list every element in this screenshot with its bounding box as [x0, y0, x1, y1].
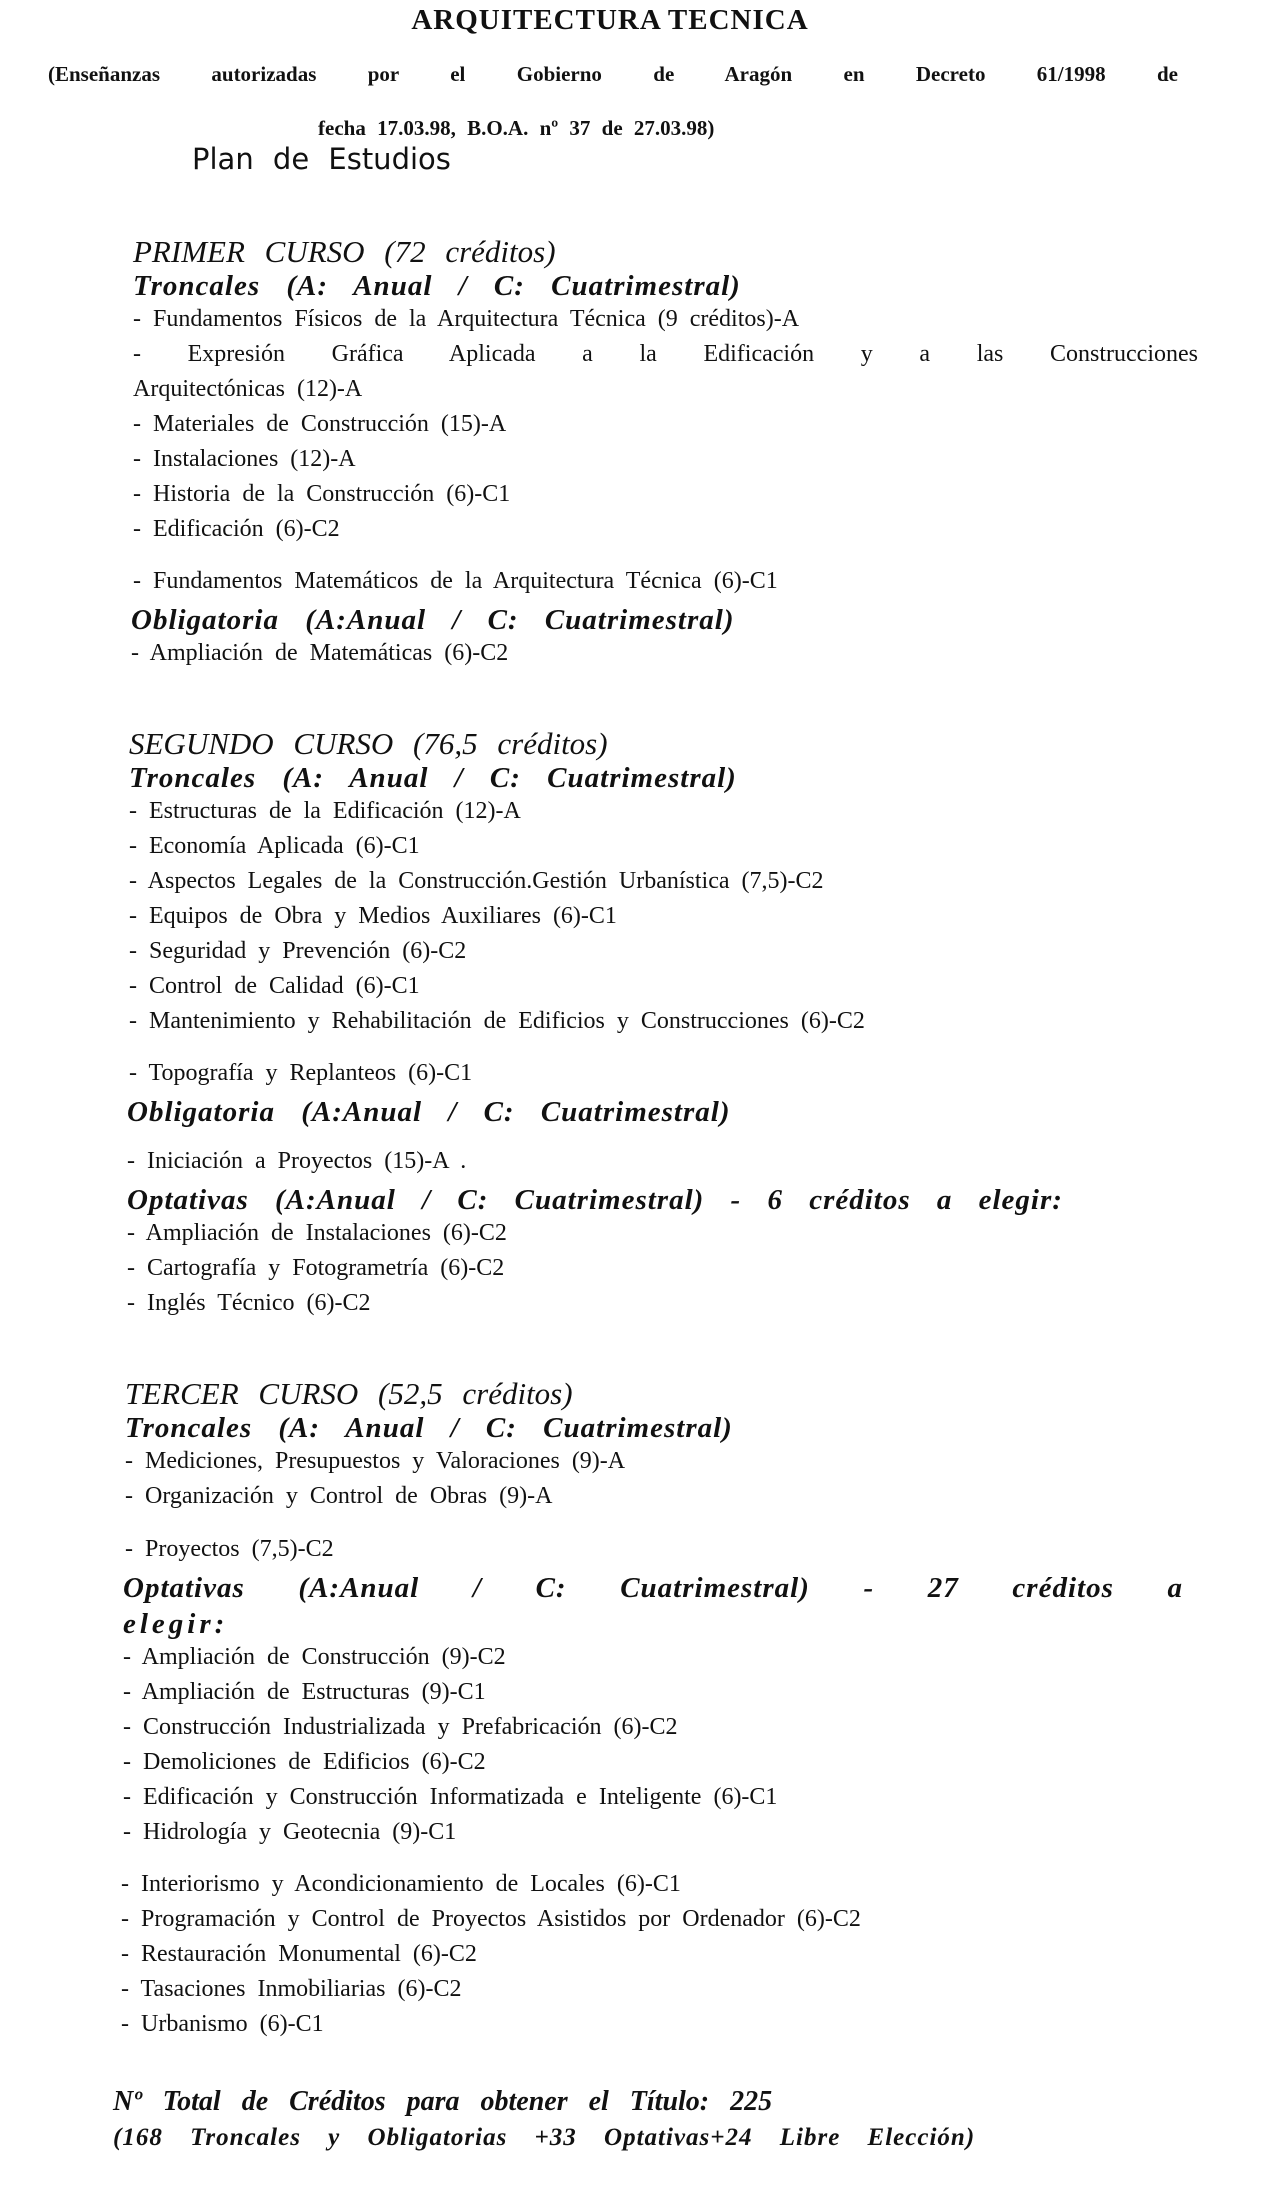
decree-note-line1: (Enseñanzas autorizadas por el Gobierno de Aragón en Decreto 61/1998 de [48, 62, 1178, 86]
course-item: - Edificación (6)-C2 [133, 516, 340, 542]
document-title: ARQUITECTURA TECNICA [411, 4, 809, 36]
total-credits-breakdown: (168 Troncales y Obligatorias +33 Optativas+24 Libre Elección) [113, 2124, 976, 2151]
course-item: - Aspectos Legales de la Construcción.Gestión Urbanística (7,5)-C2 [129, 868, 824, 894]
primer-troncales-heading: Troncales (A: Anual / C: Cuatrimestral) [133, 270, 741, 302]
course-item: - Edificación y Construcción Informatizada e Inteligente (6)-C1 [123, 1784, 778, 1810]
course-item: - Fundamentos Físicos de la Arquitectura Técnica (9 créditos)-A [133, 306, 800, 332]
course-item: - Iniciación a Proyectos (15)-A . [127, 1148, 467, 1174]
segundo-obligatoria-heading: Obligatoria (A:Anual / C: Cuatrimestral) [127, 1096, 731, 1128]
course-item: - Ampliación de Estructuras (9)-C1 [123, 1679, 486, 1705]
primer-curso-heading: PRIMER CURSO (72 créditos) [133, 234, 556, 269]
course-item: - Fundamentos Matemáticos de la Arquitectura Técnica (6)-C1 [133, 568, 778, 594]
course-item: - Cartografía y Fotogrametría (6)-C2 [127, 1255, 505, 1281]
course-item-continuation: Arquitectónicas (12)-A [133, 376, 363, 402]
course-item: - Instalaciones (12)-A [133, 446, 356, 472]
course-item: - Hidrología y Geotecnia (9)-C1 [123, 1819, 457, 1845]
tercer-troncales-heading: Troncales (A: Anual / C: Cuatrimestral) [125, 1412, 733, 1444]
course-item: - Inglés Técnico (6)-C2 [127, 1290, 371, 1316]
course-item: - Ampliación de Construcción (9)-C2 [123, 1644, 506, 1670]
primer-obligatoria-heading: Obligatoria (A:Anual / C: Cuatrimestral) [131, 604, 735, 636]
course-item: - Estructuras de la Edificación (12)-A [129, 798, 521, 824]
course-item: - Proyectos (7,5)-C2 [125, 1536, 334, 1562]
course-item: - Materiales de Construcción (15)-A [133, 411, 507, 437]
course-item: - Construcción Industrializada y Prefabricación (6)-C2 [123, 1714, 678, 1740]
course-item: - Economía Aplicada (6)-C1 [129, 833, 420, 859]
course-item: - Tasaciones Inmobiliarias (6)-C2 [121, 1976, 462, 2002]
course-item: - Demoliciones de Edificios (6)-C2 [123, 1749, 486, 1775]
total-credits-line: Nº Total de Créditos para obtener el Título: 225 [113, 2086, 773, 2117]
course-item: - Seguridad y Prevención (6)-C2 [129, 938, 467, 964]
plan-heading: Plan de Estudios [192, 142, 451, 176]
course-item: - Ampliación de Instalaciones (6)-C2 [127, 1220, 507, 1246]
course-item: - Interiorismo y Acondicionamiento de Locales (6)-C1 [121, 1871, 681, 1897]
course-item: - Programación y Control de Proyectos Asistidos por Ordenador (6)-C2 [121, 1906, 861, 1932]
course-item: - Urbanismo (6)-C1 [121, 2011, 324, 2037]
course-item: - Mantenimiento y Rehabilitación de Edificios y Construcciones (6)-C2 [129, 1008, 865, 1034]
course-item: - Control de Calidad (6)-C1 [129, 973, 420, 999]
tercer-curso-heading: TERCER CURSO (52,5 créditos) [125, 1376, 573, 1411]
course-item: - Equipos de Obra y Medios Auxiliares (6)-C1 [129, 903, 617, 929]
segundo-curso-heading: SEGUNDO CURSO (76,5 créditos) [129, 726, 608, 761]
course-item: - Mediciones, Presupuestos y Valoraciones (9)-A [125, 1448, 626, 1474]
course-item: - Expresión Gráfica Aplicada a la Edificación y a las Construcciones [133, 341, 1198, 367]
course-item: - Organización y Control de Obras (9)-A [125, 1483, 553, 1509]
tercer-optativas-heading: Optativas (A:Anual / C: Cuatrimestral) - 27 créditos a [123, 1572, 1183, 1604]
tercer-optativas-heading-continuation: elegir: [123, 1608, 229, 1640]
segundo-troncales-heading: Troncales (A: Anual / C: Cuatrimestral) [129, 762, 737, 794]
decree-note-line2: fecha 17.03.98, B.O.A. nº 37 de 27.03.98) [318, 116, 715, 140]
course-item: - Historia de la Construcción (6)-C1 [133, 481, 511, 507]
course-item: - Topografía y Replanteos (6)-C1 [129, 1060, 473, 1086]
course-item: - Ampliación de Matemáticas (6)-C2 [131, 640, 509, 666]
segundo-optativas-heading: Optativas (A:Anual / C: Cuatrimestral) - 6 créditos a elegir: [127, 1184, 1063, 1216]
course-item: - Restauración Monumental (6)-C2 [121, 1941, 477, 1967]
